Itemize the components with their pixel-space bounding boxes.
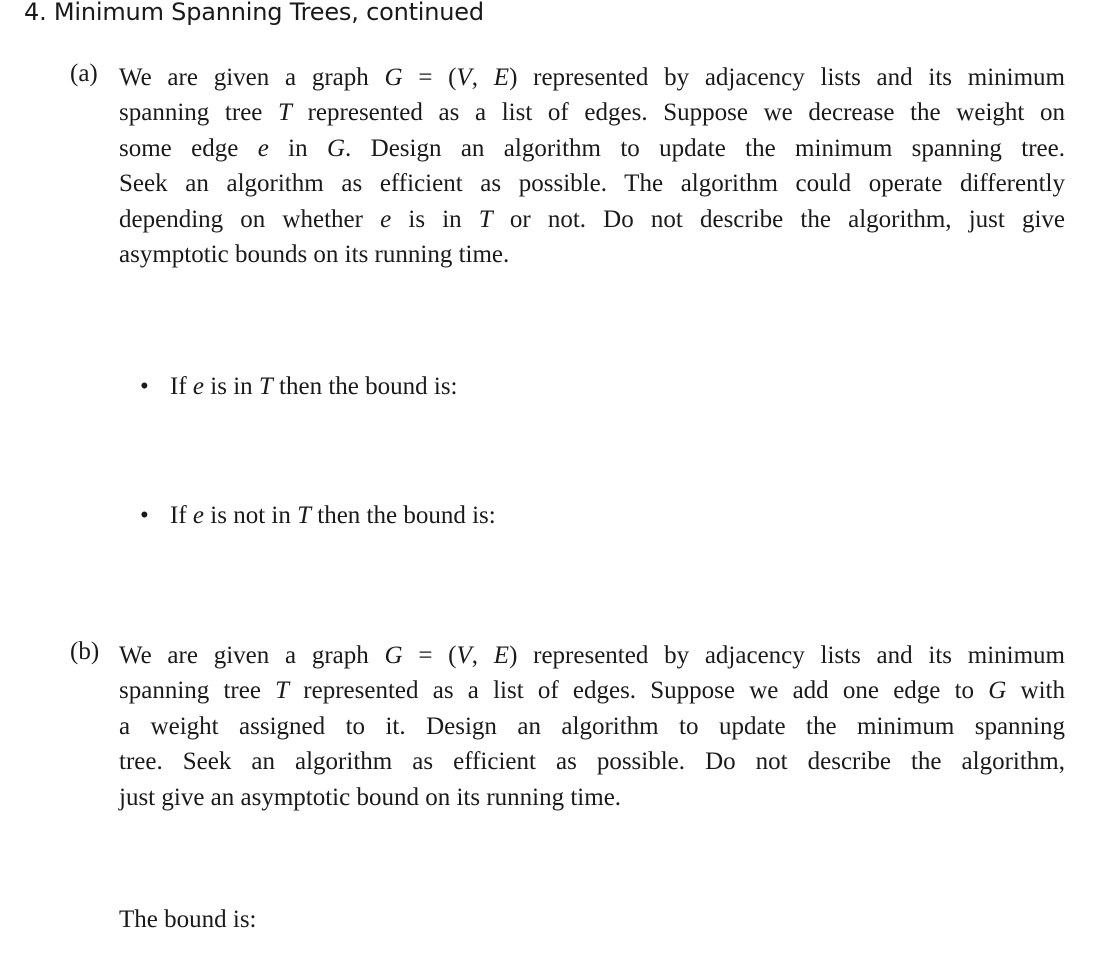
part-b-bound-label: The bound is: <box>119 906 257 933</box>
part-b-line-4: tree. Seek an algorithm as efficient as possible. Do not describe the algorithm, <box>119 748 1065 776</box>
part-b-question <box>119 638 1065 815</box>
part-a-line-4: Seek an algorithm as efficient as possible. The algorithm could operate differently <box>119 170 1065 198</box>
part-b-line-2: spanning tree T represented as a list of edges. Suppose we add one edge to G with <box>119 677 1066 705</box>
part-a-question <box>119 60 1065 272</box>
part-a-label: (a) <box>70 60 98 87</box>
part-b-label: (b) <box>70 638 100 665</box>
part-b-line-5: just give an asymptotic bound on its running time. <box>119 783 622 811</box>
part-a-line-1: We are given a graph G = (V, E) represented by adjacency lists and its minimum <box>119 64 1065 91</box>
part-a-bullet-2 <box>140 502 496 530</box>
bullet-icon: • <box>140 502 149 529</box>
part-b-line-3: a weight assigned to it. Design an algorithm to update the minimum spanning <box>119 712 1065 740</box>
part-b-line-1: We are given a graph G = (V, E) represented by adjacency lists and its minimum <box>119 642 1065 669</box>
section-heading: 4. Minimum Spanning Trees, continued <box>24 0 484 26</box>
part-a-bullet-2-text: If e is not in T then the bound is: <box>170 502 496 529</box>
part-a-bullet-1-text: If e is in T then the bound is: <box>170 373 458 400</box>
bullet-icon: • <box>140 373 149 400</box>
part-a-line-5: depending on whether e is in T or not. Do not describe the algorithm, just give <box>119 205 1066 233</box>
part-a-line-6: asymptotic bounds on its running time. <box>119 241 510 269</box>
part-a-line-3: some edge e in G. Design an algorithm to update the minimum spanning tree. <box>119 134 1065 162</box>
part-a-line-2: spanning tree T represented as a list of edges. Suppose we decrease the weight on <box>119 99 1065 127</box>
part-a-bullet-1 <box>140 373 458 401</box>
